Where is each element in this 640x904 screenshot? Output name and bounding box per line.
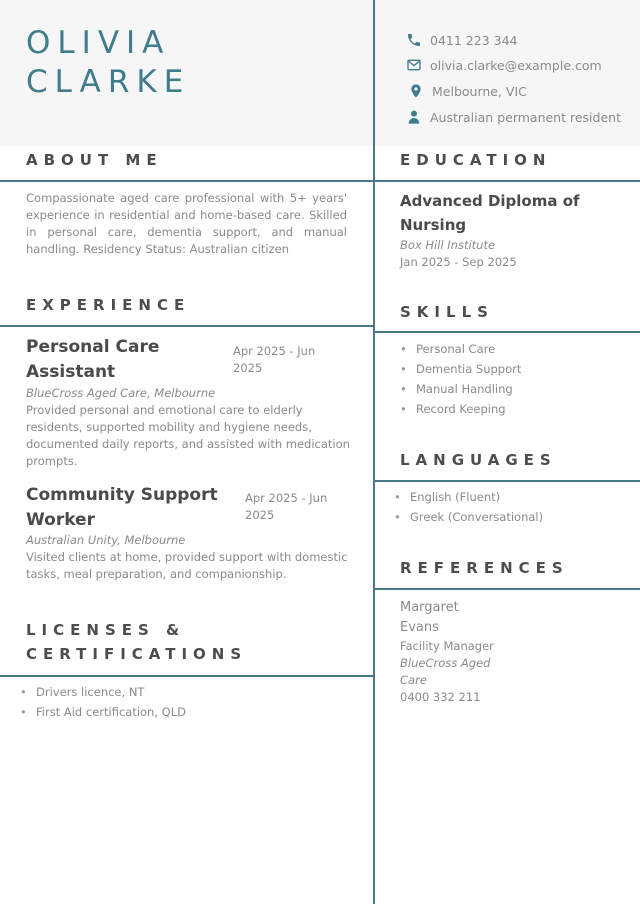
list-item: • Record Keeping — [400, 399, 521, 419]
reference-name-line2: Evans — [400, 620, 439, 635]
job-dates-line1: Apr 2025 - Jun — [245, 491, 328, 505]
list-item: • Manual Handling — [400, 379, 521, 399]
references-rule — [373, 588, 640, 590]
first-name: OLIVIA — [26, 25, 171, 61]
skills-heading: SKILLS — [400, 303, 494, 321]
experience-heading: EXPERIENCE — [26, 296, 191, 314]
job-title-line2: Assistant — [26, 362, 116, 382]
about-heading: ABOUT ME — [26, 151, 163, 169]
languages-list — [394, 487, 543, 527]
list-item: • English (Fluent) — [394, 487, 543, 507]
reference-org-line2: Care — [400, 673, 427, 687]
education-heading: EDUCATION — [400, 151, 552, 169]
reference-org-line1: BlueCross Aged — [400, 656, 491, 670]
job-description: Provided personal and emotional care to elderly residents, supported mobility and hygiene needs, documented daily reports, and assisted with medication prompts. — [26, 403, 350, 468]
experience-rule — [0, 325, 373, 327]
about-text: Compassionate aged care professional with 5+ years' experience in residential and home-based care. Skilled in personal care, dementia support, and manual handling. Residency Status: Australian citizen — [26, 191, 347, 256]
phone-text: 0411 223 344 — [430, 32, 518, 48]
job-description: Visited clients at home, provided support with domestic tasks, meal preparation, and companionship. — [26, 550, 348, 581]
person-icon — [406, 109, 422, 125]
job-dates-line2: 2025 — [233, 361, 263, 375]
job-company: BlueCross Aged Care, Melbourne — [26, 386, 216, 400]
licenses-heading-line2: CERTIFICATIONS — [26, 645, 248, 663]
contact-email — [406, 57, 602, 73]
contact-location — [408, 83, 527, 99]
references-heading: REFERENCES — [400, 559, 569, 577]
degree-line1: Advanced Diploma of — [400, 192, 580, 210]
licenses-rule — [0, 675, 373, 677]
education-dates: Jan 2025 - Sep 2025 — [400, 255, 517, 269]
column-divider — [373, 0, 375, 904]
contact-residency — [406, 109, 621, 125]
job-title-line1: Personal Care — [26, 337, 160, 357]
contact-phone — [406, 32, 517, 48]
reference-name-line1: Margaret — [400, 600, 459, 615]
job-dates-line2: 2025 — [245, 508, 275, 522]
skills-rule — [373, 331, 640, 333]
list-item: • First Aid certification, QLD — [20, 702, 186, 722]
reference-role: Facility Manager — [400, 639, 494, 653]
languages-heading: LANGUAGES — [400, 451, 557, 469]
last-name: CLARKE — [26, 64, 191, 100]
skills-list — [400, 339, 521, 419]
email-text: olivia.clarke@example.com — [430, 57, 602, 73]
phone-icon — [406, 32, 422, 48]
list-item: • Personal Care — [400, 339, 521, 359]
reference-phone: 0400 332 211 — [400, 690, 481, 704]
job-dates-line1: Apr 2025 - Jun — [233, 344, 316, 358]
languages-rule — [373, 480, 640, 482]
residency-text: Australian permanent resident — [430, 109, 621, 125]
institution: Box Hill Institute — [400, 238, 496, 252]
mail-icon — [406, 57, 422, 73]
list-item: • Greek (Conversational) — [394, 507, 543, 527]
about-rule — [0, 180, 640, 182]
licenses-list — [20, 682, 186, 722]
job-company: Australian Unity, Melbourne — [26, 533, 186, 547]
job-title-line2: Worker — [26, 510, 95, 530]
location-pin-icon — [408, 83, 424, 99]
list-item: • Dementia Support — [400, 359, 521, 379]
list-item: • Drivers licence, NT — [20, 682, 186, 702]
location-text: Melbourne, VIC — [432, 83, 527, 99]
licenses-heading-line1: LICENSES & — [26, 621, 186, 639]
degree-line2: Nursing — [400, 216, 467, 234]
job-title-line1: Community Support — [26, 485, 218, 505]
